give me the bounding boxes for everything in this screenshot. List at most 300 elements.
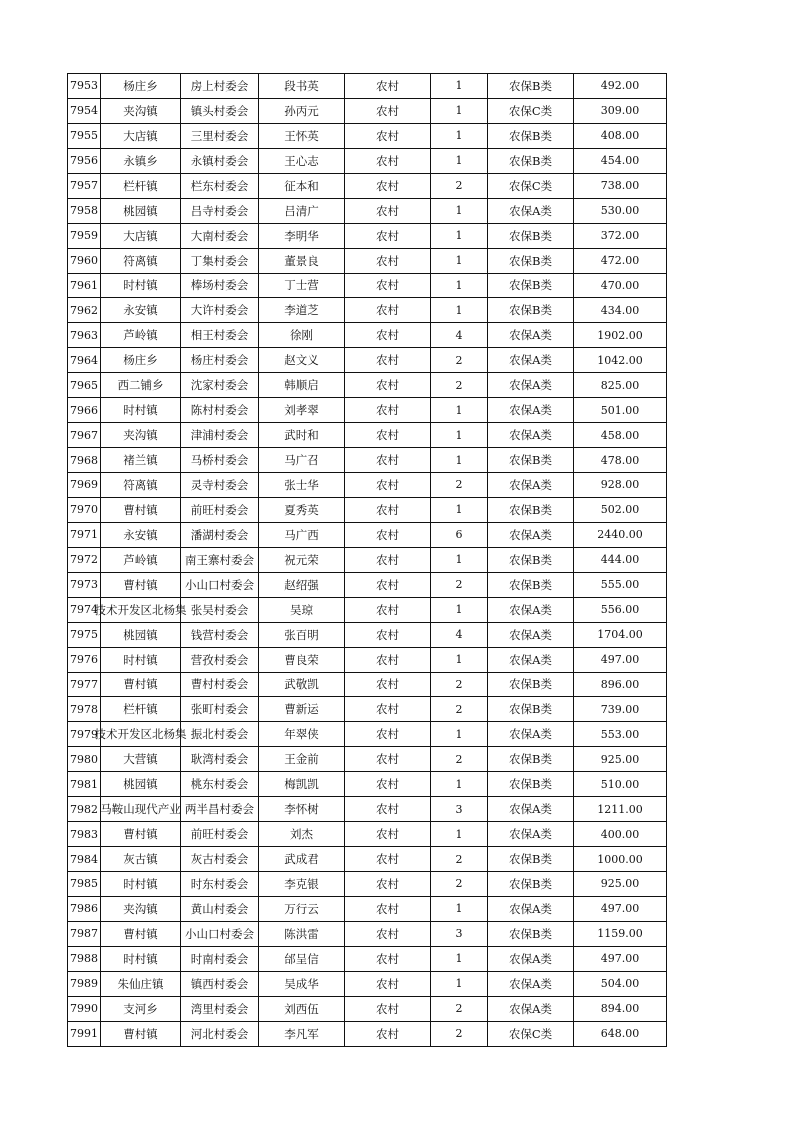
village-cell: 丁集村委会	[181, 248, 259, 273]
town-text: 马鞍山现代产业	[100, 802, 181, 817]
insurance-class-cell: 农保A类	[488, 597, 574, 622]
town-cell	[101, 497, 181, 522]
row-id-cell: 7955	[68, 123, 101, 148]
insurance-class-cell: 农保A类	[488, 198, 574, 223]
amount-cell: 1042.00	[574, 348, 667, 373]
insurance-class-cell: 农保A类	[488, 946, 574, 971]
row-id-cell: 7990	[68, 996, 101, 1021]
person-name-cell: 丁士营	[259, 273, 345, 298]
town-text: 杨庄乡	[123, 78, 158, 93]
village-cell: 营孜村委会	[181, 647, 259, 672]
area-type-cell: 农村	[345, 921, 431, 946]
area-type-cell: 农村	[345, 971, 431, 996]
row-id-cell: 7988	[68, 946, 101, 971]
person-name-cell: 李明华	[259, 223, 345, 248]
row-id-cell: 7980	[68, 747, 101, 772]
town-clip	[101, 701, 180, 717]
area-type-cell: 农村	[345, 722, 431, 747]
town-cell	[101, 747, 181, 772]
row-id-cell: 7972	[68, 547, 101, 572]
table-row	[68, 74, 667, 99]
town-text: 芦岭镇	[123, 328, 158, 343]
person-name-cell: 武敬凯	[259, 672, 345, 697]
area-type-cell: 农村	[345, 198, 431, 223]
town-text: 栏杆镇	[123, 178, 158, 193]
town-clip	[101, 577, 180, 593]
town-cell	[101, 173, 181, 198]
insurance-class-cell: 农保A类	[488, 797, 574, 822]
town-text: 灰古镇	[123, 852, 158, 867]
insurance-class-cell: 农保A类	[488, 423, 574, 448]
amount-cell: 1902.00	[574, 323, 667, 348]
insurance-class-cell: 农保A类	[488, 622, 574, 647]
person-name-cell: 张百明	[259, 622, 345, 647]
town-clip	[94, 726, 187, 742]
person-name-cell: 武成君	[259, 847, 345, 872]
town-cell	[101, 672, 181, 697]
row-id-cell: 7959	[68, 223, 101, 248]
amount-cell: 501.00	[574, 398, 667, 423]
row-id-cell: 7953	[68, 74, 101, 99]
household-count-cell: 1	[431, 647, 488, 672]
insurance-class-cell: 农保A类	[488, 896, 574, 921]
row-id-cell: 7970	[68, 497, 101, 522]
village-cell: 前旺村委会	[181, 822, 259, 847]
town-text: 时村镇	[123, 652, 158, 667]
area-type-cell: 农村	[345, 896, 431, 921]
household-count-cell: 2	[431, 872, 488, 897]
table-row	[68, 1021, 667, 1046]
row-id-cell: 7968	[68, 448, 101, 473]
insurance-class-cell: 农保A类	[488, 971, 574, 996]
row-id-cell: 7964	[68, 348, 101, 373]
town-text: 时村镇	[123, 876, 158, 891]
village-cell: 黄山村委会	[181, 896, 259, 921]
town-clip	[101, 228, 180, 244]
row-id-cell: 7983	[68, 822, 101, 847]
household-count-cell: 1	[431, 398, 488, 423]
table-row	[68, 173, 667, 198]
table-row	[68, 298, 667, 323]
insurance-class-cell: 农保A类	[488, 722, 574, 747]
village-cell: 湾里村委会	[181, 996, 259, 1021]
area-type-cell: 农村	[345, 946, 431, 971]
amount-cell: 408.00	[574, 123, 667, 148]
household-count-cell: 2	[431, 173, 488, 198]
town-clip	[101, 801, 180, 817]
village-cell: 相王村委会	[181, 323, 259, 348]
town-text: 桃园镇	[123, 203, 158, 218]
town-text: 夹沟镇	[123, 901, 158, 916]
amount-cell: 458.00	[574, 423, 667, 448]
insurance-class-cell: 农保B类	[488, 497, 574, 522]
person-name-cell: 李凡军	[259, 1021, 345, 1046]
town-text: 时村镇	[123, 278, 158, 293]
town-cell	[101, 896, 181, 921]
row-id-cell: 7971	[68, 522, 101, 547]
insurance-class-cell: 农保B类	[488, 74, 574, 99]
row-id-cell: 7984	[68, 847, 101, 872]
village-cell: 沈家村委会	[181, 373, 259, 398]
person-name-cell: 刘孝翠	[259, 398, 345, 423]
person-name-cell: 陈洪雷	[259, 921, 345, 946]
town-clip	[101, 851, 180, 867]
town-cell	[101, 473, 181, 498]
household-count-cell: 1	[431, 896, 488, 921]
table-row	[68, 198, 667, 223]
table-row	[68, 148, 667, 173]
insurance-class-cell: 农保C类	[488, 98, 574, 123]
village-cell: 镇头村委会	[181, 98, 259, 123]
row-id-cell: 7963	[68, 323, 101, 348]
household-count-cell: 1	[431, 248, 488, 273]
person-name-cell: 李克银	[259, 872, 345, 897]
insurance-class-cell: 农保B类	[488, 547, 574, 572]
village-cell: 小山口村委会	[181, 572, 259, 597]
household-count-cell: 1	[431, 822, 488, 847]
town-text: 大营镇	[123, 752, 158, 767]
town-cell	[101, 123, 181, 148]
amount-cell: 896.00	[574, 672, 667, 697]
town-text: 曹村镇	[123, 677, 158, 692]
town-clip	[101, 876, 180, 892]
insurance-class-cell: 农保B类	[488, 697, 574, 722]
village-cell: 时南村委会	[181, 946, 259, 971]
amount-cell: 530.00	[574, 198, 667, 223]
village-cell: 时东村委会	[181, 872, 259, 897]
town-clip	[101, 178, 180, 194]
insurance-class-cell: 农保B类	[488, 672, 574, 697]
person-name-cell: 王怀英	[259, 123, 345, 148]
village-cell: 陈村村委会	[181, 398, 259, 423]
amount-cell: 925.00	[574, 747, 667, 772]
area-type-cell: 农村	[345, 672, 431, 697]
town-cell	[101, 872, 181, 897]
table-body	[68, 74, 667, 1047]
town-text: 栏杆镇	[123, 702, 158, 717]
town-text: 曹村镇	[123, 827, 158, 842]
household-count-cell: 2	[431, 1021, 488, 1046]
amount-cell: 1211.00	[574, 797, 667, 822]
insurance-class-cell: 农保B类	[488, 872, 574, 897]
table-row	[68, 971, 667, 996]
village-cell: 振北村委会	[181, 722, 259, 747]
household-count-cell: 6	[431, 522, 488, 547]
amount-cell: 2440.00	[574, 522, 667, 547]
insurance-class-cell: 农保A类	[488, 398, 574, 423]
town-text: 时村镇	[123, 951, 158, 966]
person-name-cell: 吴成华	[259, 971, 345, 996]
area-type-cell: 农村	[345, 373, 431, 398]
row-id-cell: 7954	[68, 98, 101, 123]
area-type-cell: 农村	[345, 473, 431, 498]
table-row	[68, 921, 667, 946]
household-count-cell: 1	[431, 98, 488, 123]
amount-cell: 478.00	[574, 448, 667, 473]
household-count-cell: 1	[431, 497, 488, 522]
area-type-cell: 农村	[345, 248, 431, 273]
row-id-cell: 7961	[68, 273, 101, 298]
household-count-cell: 2	[431, 672, 488, 697]
town-text: 桃园镇	[123, 777, 158, 792]
town-cell	[101, 98, 181, 123]
town-cell	[101, 273, 181, 298]
household-count-cell: 1	[431, 298, 488, 323]
town-clip	[101, 128, 180, 144]
town-text: 曹村镇	[123, 1026, 158, 1041]
town-cell	[101, 223, 181, 248]
area-type-cell: 农村	[345, 348, 431, 373]
table-row	[68, 497, 667, 522]
area-type-cell: 农村	[345, 547, 431, 572]
table-row	[68, 896, 667, 921]
amount-cell: 502.00	[574, 497, 667, 522]
table-row	[68, 223, 667, 248]
insurance-class-cell: 农保A类	[488, 348, 574, 373]
insurance-class-cell: 农保A类	[488, 522, 574, 547]
area-type-cell: 农村	[345, 98, 431, 123]
person-name-cell: 马广召	[259, 448, 345, 473]
insurance-class-cell: 农保C类	[488, 173, 574, 198]
area-type-cell: 农村	[345, 173, 431, 198]
town-clip	[101, 652, 180, 668]
area-type-cell: 农村	[345, 1021, 431, 1046]
town-cell	[101, 822, 181, 847]
amount-cell: 504.00	[574, 971, 667, 996]
town-clip	[101, 627, 180, 643]
town-cell	[101, 996, 181, 1021]
person-name-cell: 吴琼	[259, 597, 345, 622]
household-count-cell: 2	[431, 572, 488, 597]
town-clip	[101, 302, 180, 318]
area-type-cell: 农村	[345, 423, 431, 448]
town-cell	[101, 797, 181, 822]
town-cell	[101, 622, 181, 647]
area-type-cell: 农村	[345, 572, 431, 597]
household-count-cell: 4	[431, 323, 488, 348]
row-id-cell: 7978	[68, 697, 101, 722]
row-id-cell: 7982	[68, 797, 101, 822]
town-cell	[101, 148, 181, 173]
insurance-class-cell: 农保A类	[488, 996, 574, 1021]
area-type-cell: 农村	[345, 497, 431, 522]
household-count-cell: 3	[431, 921, 488, 946]
town-clip	[101, 527, 180, 543]
table-row	[68, 847, 667, 872]
row-id-cell: 7957	[68, 173, 101, 198]
person-name-cell: 曹新运	[259, 697, 345, 722]
person-name-cell: 刘西伍	[259, 996, 345, 1021]
row-id-cell: 7989	[68, 971, 101, 996]
household-count-cell: 1	[431, 971, 488, 996]
insurance-class-cell: 农保A类	[488, 323, 574, 348]
table-row	[68, 248, 667, 273]
town-cell	[101, 74, 181, 99]
amount-cell: 497.00	[574, 946, 667, 971]
area-type-cell: 农村	[345, 74, 431, 99]
town-clip	[101, 1001, 180, 1017]
person-name-cell: 曹良荣	[259, 647, 345, 672]
person-name-cell: 王心志	[259, 148, 345, 173]
amount-cell: 472.00	[574, 248, 667, 273]
table-row	[68, 772, 667, 797]
area-type-cell: 农村	[345, 872, 431, 897]
town-clip	[101, 253, 180, 269]
table-row	[68, 572, 667, 597]
insurance-class-cell: 农保B类	[488, 248, 574, 273]
amount-cell: 553.00	[574, 722, 667, 747]
amount-cell: 1159.00	[574, 921, 667, 946]
household-count-cell: 4	[431, 622, 488, 647]
insurance-class-cell: 农保B类	[488, 747, 574, 772]
household-count-cell: 1	[431, 223, 488, 248]
person-name-cell: 王金前	[259, 747, 345, 772]
town-cell	[101, 298, 181, 323]
household-count-cell: 2	[431, 373, 488, 398]
area-type-cell: 农村	[345, 747, 431, 772]
person-name-cell: 祝元荣	[259, 547, 345, 572]
town-text: 夹沟镇	[123, 428, 158, 443]
table-row	[68, 822, 667, 847]
village-cell: 钱营村委会	[181, 622, 259, 647]
town-cell	[101, 448, 181, 473]
table-row	[68, 996, 667, 1021]
amount-cell: 555.00	[574, 572, 667, 597]
amount-cell: 925.00	[574, 872, 667, 897]
town-clip	[101, 452, 180, 468]
row-id-cell: 7975	[68, 622, 101, 647]
amount-cell: 1704.00	[574, 622, 667, 647]
person-name-cell: 夏秀英	[259, 497, 345, 522]
amount-cell: 434.00	[574, 298, 667, 323]
person-name-cell: 段书英	[259, 74, 345, 99]
row-id-cell: 7965	[68, 373, 101, 398]
table-row	[68, 946, 667, 971]
town-clip	[94, 602, 187, 618]
town-clip	[101, 103, 180, 119]
village-cell: 马桥村委会	[181, 448, 259, 473]
household-count-cell: 1	[431, 273, 488, 298]
row-id-cell: 7987	[68, 921, 101, 946]
amount-cell: 497.00	[574, 647, 667, 672]
town-clip	[101, 402, 180, 418]
area-type-cell: 农村	[345, 223, 431, 248]
household-count-cell: 1	[431, 547, 488, 572]
row-id-cell: 7958	[68, 198, 101, 223]
town-text: 技术开发区北杨集	[94, 727, 187, 742]
person-name-cell: 梅凯凯	[259, 772, 345, 797]
town-cell	[101, 921, 181, 946]
household-count-cell: 1	[431, 946, 488, 971]
village-cell: 房上村委会	[181, 74, 259, 99]
household-count-cell: 1	[431, 148, 488, 173]
town-clip	[101, 676, 180, 692]
area-type-cell: 农村	[345, 298, 431, 323]
table-row	[68, 348, 667, 373]
household-count-cell: 1	[431, 772, 488, 797]
person-name-cell: 赵绍强	[259, 572, 345, 597]
village-cell: 灰古村委会	[181, 847, 259, 872]
town-text: 褚兰镇	[123, 453, 158, 468]
village-cell: 镇西村委会	[181, 971, 259, 996]
person-name-cell: 韩顺启	[259, 373, 345, 398]
amount-cell: 454.00	[574, 148, 667, 173]
town-cell	[101, 398, 181, 423]
table-row	[68, 448, 667, 473]
amount-cell: 1000.00	[574, 847, 667, 872]
amount-cell: 492.00	[574, 74, 667, 99]
town-text: 永安镇	[123, 303, 158, 318]
village-cell: 南王寨村委会	[181, 547, 259, 572]
row-id-cell: 7960	[68, 248, 101, 273]
household-count-cell: 1	[431, 423, 488, 448]
area-type-cell: 农村	[345, 148, 431, 173]
town-clip	[101, 552, 180, 568]
household-count-cell: 1	[431, 722, 488, 747]
town-cell	[101, 348, 181, 373]
amount-cell: 648.00	[574, 1021, 667, 1046]
row-id-cell: 7976	[68, 647, 101, 672]
village-cell: 三里村委会	[181, 123, 259, 148]
table-row	[68, 797, 667, 822]
table-row	[68, 722, 667, 747]
village-cell: 桃东村委会	[181, 772, 259, 797]
town-text: 永镇乡	[123, 153, 158, 168]
person-name-cell: 张士华	[259, 473, 345, 498]
town-clip	[101, 926, 180, 942]
household-count-cell: 1	[431, 448, 488, 473]
village-cell: 前旺村委会	[181, 497, 259, 522]
town-clip	[101, 502, 180, 518]
person-name-cell: 赵文义	[259, 348, 345, 373]
town-text: 朱仙庄镇	[117, 976, 164, 991]
town-text: 大店镇	[123, 128, 158, 143]
household-count-cell: 1	[431, 597, 488, 622]
household-count-cell: 2	[431, 996, 488, 1021]
insurance-class-cell: 农保B类	[488, 123, 574, 148]
town-text: 符离镇	[123, 477, 158, 492]
town-clip	[101, 153, 180, 169]
town-clip	[101, 901, 180, 917]
amount-cell: 738.00	[574, 173, 667, 198]
town-cell	[101, 971, 181, 996]
table-row	[68, 398, 667, 423]
town-text: 西二铺乡	[117, 378, 164, 393]
town-clip	[101, 776, 180, 792]
household-count-cell: 1	[431, 123, 488, 148]
town-cell	[94, 597, 187, 622]
amount-cell: 556.00	[574, 597, 667, 622]
row-id-cell: 7991	[68, 1021, 101, 1046]
amount-cell: 739.00	[574, 697, 667, 722]
town-text: 支河乡	[123, 1001, 158, 1016]
row-id-cell: 7974	[68, 597, 101, 622]
table-row	[68, 473, 667, 498]
village-cell: 两半昌村委会	[181, 797, 259, 822]
row-id-cell: 7977	[68, 672, 101, 697]
town-clip	[101, 976, 180, 992]
amount-cell: 372.00	[574, 223, 667, 248]
row-id-cell: 7966	[68, 398, 101, 423]
village-cell: 张町村委会	[181, 697, 259, 722]
table-row	[68, 522, 667, 547]
village-cell: 灵寺村委会	[181, 473, 259, 498]
person-name-cell: 李道芝	[259, 298, 345, 323]
town-text: 永安镇	[123, 527, 158, 542]
insurance-class-cell: 农保B类	[488, 847, 574, 872]
town-cell	[101, 772, 181, 797]
town-text: 曹村镇	[123, 502, 158, 517]
